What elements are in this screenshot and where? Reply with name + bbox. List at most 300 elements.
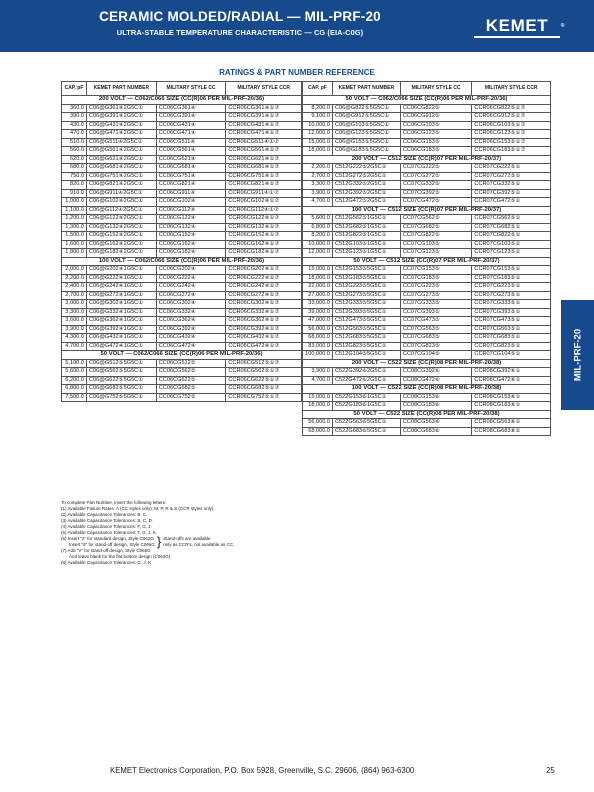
section-title: 200 VOLT — C512 SIZE (CC(R)07 PER MIL-PRF-20/37) [303,155,551,164]
cap-value-cell: 4,700.0 [62,342,87,351]
cap-value-cell: 620.0 [62,155,87,164]
left-table-body [62,96,302,402]
cc-style-cell: CC06CG681④ [156,164,226,173]
cc-style-cell: CC07CG272⑤ [400,172,472,181]
note-5: (5) Available Capacitance Tolerances: F, G, J, K. [61,530,158,535]
table-row [62,130,302,139]
cc-style-cell: CC06CG432④ [156,334,226,343]
table-row [303,427,551,436]
kemet-part-number-cell: C06@G222④1G5C① [86,274,156,283]
kemet-part-number-cell: C512G104⑤5G5C① [332,351,400,360]
section-header-row [303,257,551,266]
ccr-style-cell: CCR06CG562⑤①⑦ [226,368,302,377]
table-row [62,274,302,283]
kemet-part-number-cell: C522G683⑥5G5C① [332,427,400,436]
ccr-style-cell: CCR07CG562⑤① [472,215,551,224]
section-header-row [303,155,551,164]
ccr-style-cell: CCR07CG123⑤① [472,249,551,258]
table-row [303,334,551,343]
kemet-part-number-cell: C522G153⑥1G5C① [332,393,400,402]
cc-style-cell: CC07CG823⑤ [400,342,472,351]
cc-style-cell: CC07CG333⑤ [400,300,472,309]
ccr-style-cell: CCR06CG511④①⑦ [226,138,302,147]
kemet-part-number-cell: C06@G751④2G5C① [86,172,156,181]
cap-value-cell: 1,300.0 [62,223,87,232]
table-header-row [62,82,302,96]
kemet-part-number-cell: C06@G122④2G5C① [86,215,156,224]
footer-address: KEMET Electronics Corporation, P.O. Box 5928, Greenville, S.C. 29606, (864) 963-6300 [110,766,415,775]
table-row [62,385,302,394]
table-row [62,317,302,326]
table-row [62,359,302,368]
ccr-style-cell: CCR07CG822⑤① [472,232,551,241]
kemet-part-number-cell: C06@G123⑤5G5C① [332,130,400,139]
ccr-style-cell: CCR06CG362④①⑦ [226,317,302,326]
cc-style-cell: CC06CG512⑤ [156,359,226,368]
kemet-part-number-cell: C512G472⑤2G5C① [332,198,400,207]
cc-style-cell: CC06CG391④ [156,113,226,122]
ccr-style-cell: CCR06CG681④①⑦ [226,164,302,173]
cc-style-cell: CC07CG123⑤ [400,249,472,258]
kemet-part-number-cell: C06@G112④2G5C① [86,206,156,215]
ccr-style-cell: CCR06CG222④①⑦ [226,274,302,283]
cc-style-cell: CC06CG183⑤ [400,147,472,156]
kemet-part-number-cell: C06@G512⑤5G5C① [86,359,156,368]
note-4: (4) Available Capacitance Tolerances: F, G, J. [61,524,152,529]
ccr-style-cell: CCR06CG361④①⑦ [226,104,302,113]
ccr-style-cell: CCR06CG622⑤①⑦ [226,376,302,385]
cc-style-cell: CC06CG123⑤ [400,130,472,139]
section-header-row [62,351,302,360]
table-row [303,130,551,139]
kemet-part-number-cell: C06@G622⑤5G5C① [86,376,156,385]
cc-style-cell: CC08CG153⑥ [400,393,472,402]
cap-value-cell: 47,000.0 [303,317,333,326]
cap-value-cell: 470.0 [62,130,87,139]
cap-value-cell: 12,000.0 [303,249,333,258]
kemet-part-number-cell: C512G393⑤5G5C① [332,308,400,317]
ccr-style-cell: CCR07CG683⑤① [472,334,551,343]
section-header-row [62,96,302,105]
cc-style-cell: CC08CG392⑥ [400,368,472,377]
ccr-style-cell: CCR07CG183⑤① [472,274,551,283]
table-row [303,402,551,411]
registered-mark: ® [560,23,565,29]
cap-value-cell: 18,000.0 [303,274,333,283]
table-row [62,291,302,300]
table-row [62,121,302,130]
note-6-brace: } [156,534,162,549]
ccr-style-cell: CCR07CG332⑤① [472,181,551,190]
cap-value-cell: 3,900.0 [303,189,333,198]
kemet-part-number-cell: C06@G183⑤5G5C① [332,147,400,156]
table-row [303,291,551,300]
document-subtitle: ULTRA-STABLE TEMPERATURE CHARACTERISTIC — CG (EIA-C0G) [116,28,364,37]
note-7b: And leave blank for the flat bottom design (C062G) [69,554,171,559]
cc-style-cell: CC07CG104⑤ [400,351,472,360]
ccr-style-cell: CCR06CG272④①⑦ [226,291,302,300]
table-row [303,317,551,326]
table-row [62,155,302,164]
cap-value-cell: 1,100.0 [62,206,87,215]
cc-style-cell: CC07CG332⑤ [400,181,472,190]
cc-style-cell: CC07CG822⑤ [400,232,472,241]
cap-value-cell: 5,100.0 [62,359,87,368]
ccr-style-cell: CCR06CG332④①⑦ [226,308,302,317]
cap-value-cell: 2,000.0 [62,266,87,275]
cap-value-cell: 1,800.0 [62,249,87,258]
ccr-style-cell: CCR06CG182④①⑦ [226,249,302,258]
cc-style-cell: CC06CG471④ [156,130,226,139]
logo-text: KEMET [485,16,549,35]
ccr-style-cell: CCR07CG472⑤① [472,198,551,207]
section-header-row [303,359,551,368]
kemet-part-number-cell: C06@G561④2G5C① [86,147,156,156]
table-row [62,325,302,334]
kemet-part-number-cell: C06@G102④2G5C① [86,198,156,207]
kemet-part-number-cell: C512G273⑤5G5C① [332,291,400,300]
cc-style-cell: CC06CG302④ [156,300,226,309]
ccr-style-cell: CCR08CG392⑥① [472,368,551,377]
note-7a: (7) Add "V" for stand-off design, Style C066G [61,548,151,553]
table-row [303,376,551,385]
ccr-style-cell: CCR06CG102④①⑦ [226,198,302,207]
kemet-part-number-cell: C06@G272④1G5C① [86,291,156,300]
cap-value-cell: 68,000.0 [303,427,333,436]
table-row [303,266,551,275]
table-row [303,164,551,173]
col-header-military-style-ccr: MILITARY STYLE CCR [226,82,302,96]
right-ratings-table [302,81,551,436]
ccr-style-cell: CCR07CG393⑤① [472,308,551,317]
cc-style-cell: CC08CG563⑥ [400,419,472,428]
cc-style-cell: CC06CG152④ [156,232,226,241]
table-row [303,223,551,232]
note-2: (2) Available Capacitance Tolerances: B, C. [61,512,148,517]
cc-style-cell: CC06CG153⑤ [400,138,472,147]
ccr-style-cell: CCR06CG621④①⑦ [226,155,302,164]
cap-value-cell: 68,000.0 [303,334,333,343]
cap-value-cell: 10,000.0 [303,240,333,249]
table-row [303,342,551,351]
table-header-row [303,82,551,96]
kemet-part-number-cell: C06@G182④2G5C① [86,249,156,258]
kemet-part-number-cell: C06@G103⑤5G5C① [332,121,400,130]
cc-style-cell: CC07CG472⑤ [400,198,472,207]
col-header-cap: CAP. pF [62,82,87,96]
col-header-kemet-part-number: KEMET PART NUMBER [86,82,156,96]
cc-style-cell: CC06CG392④ [156,325,226,334]
ccr-style-cell: CCR07CG153⑤① [472,266,551,275]
cap-value-cell: 8,200.0 [303,232,333,241]
table-row [303,138,551,147]
note-6c-line2: only as CCR's, not available as CC. [163,542,235,547]
cap-value-cell: 5,600.0 [62,368,87,377]
cc-style-cell: CC06CG242④ [156,283,226,292]
table-row [62,376,302,385]
ccr-style-cell: CCR06CG162④①⑦ [226,240,302,249]
table-row [303,308,551,317]
table-row [62,283,302,292]
section-header-row [303,385,551,394]
table-row [62,240,302,249]
kemet-part-number-cell: C06@G511④2G5C① [86,138,156,147]
section-title: 200 VOLT — C062/C066 SIZE (CC(R)06 PER MIL-PRF-20/36) [62,96,302,105]
table-row [303,147,551,156]
cc-style-cell: CC08CG472⑥ [400,376,472,385]
table-row [303,393,551,402]
cap-value-cell: 4,700.0 [303,376,333,385]
ccr-style-cell: CCR06CG122④①⑦ [226,215,302,224]
ccr-style-cell: CCR06CG471④①⑦ [226,130,302,139]
table-row [62,189,302,198]
table-row [303,325,551,334]
cc-style-cell: CC07CG183⑤ [400,274,472,283]
table-row [303,121,551,130]
cap-value-cell: 680.0 [62,164,87,173]
cap-value-cell: 2,400.0 [62,283,87,292]
cap-value-cell: 6,200.0 [62,376,87,385]
kemet-part-number-cell: C512G332⑤2G5C① [332,181,400,190]
table-row [62,198,302,207]
cap-value-cell: 3,600.0 [62,317,87,326]
kemet-part-number-cell: C06@G911④2G5C① [86,189,156,198]
ccr-style-cell: CCR07CG823⑤① [472,342,551,351]
kemet-part-number-cell: C512G272⑤2G5C① [332,172,400,181]
ccr-style-cell: CCR07CG223⑤① [472,283,551,292]
kemet-part-number-cell: C06@G621④2G5C① [86,155,156,164]
cc-style-cell: CC06CG751④ [156,172,226,181]
ccr-style-cell: CCR06CG302④①⑦ [226,300,302,309]
cap-value-cell: 15,000.0 [303,266,333,275]
cc-style-cell: CC06CG202④ [156,266,226,275]
kemet-part-number-cell: C06@G392④1G5C① [86,325,156,334]
ccr-style-cell: CCR06CG752⑤①⑦ [226,393,302,402]
table-row [62,334,302,343]
table-row [62,223,302,232]
cap-value-cell: 3,300.0 [62,308,87,317]
cap-value-cell: 15,000.0 [303,138,333,147]
cap-value-cell: 6,800.0 [62,385,87,394]
table-row [303,249,551,258]
col-header-cap: CAP. pF [303,82,333,96]
table-row [62,215,302,224]
cap-value-cell: 2,200.0 [62,274,87,283]
cc-style-cell: CC06CG822⑤ [400,104,472,113]
table-row [303,274,551,283]
cap-value-cell: 39,000.0 [303,308,333,317]
cc-style-cell: CC06CG621④ [156,155,226,164]
kemet-part-number-cell: C06@G471④2G5C① [86,130,156,139]
ccr-style-cell: CCR06CG112④①⑦ [226,206,302,215]
cap-value-cell: 910.0 [62,189,87,198]
page-number: 25 [546,766,555,775]
cap-value-cell: 1,000.0 [62,198,87,207]
kemet-part-number-cell: C512G822⑤1G5C① [332,232,400,241]
table-row [62,308,302,317]
ccr-style-cell: CCR06CG103⑤①⑦ [472,121,551,130]
table-row [303,300,551,309]
kemet-part-number-cell: C512G222⑤2G5C① [332,164,400,173]
kemet-part-number-cell: C06@G162④2G5C① [86,240,156,249]
cc-style-cell: CC06CG222④ [156,274,226,283]
cc-style-cell: CC07CG392⑤ [400,189,472,198]
ccr-style-cell: CCR06CG911④①⑦ [226,189,302,198]
table-row [303,351,551,360]
note-6b: Insert "6" for stand-off design, Style C066G [69,542,155,547]
ccr-style-cell: CCR08CG183⑥① [472,402,551,411]
kemet-part-number-cell: C06@G752⑤5G5C① [86,393,156,402]
section-title: 50 VOLT — C522 SIZE (CC(R)08 PER MIL-PRF-20/38) [303,410,551,419]
ccr-style-cell: CCR08CG563⑥① [472,419,551,428]
section-title: 50 VOLT — C062/C066 SIZE (CC(R)06 PER MIL-PRF-20/36) [303,96,551,105]
note-6a: (6) Insert "2" for standard design, Style C062G [61,536,154,541]
cap-value-cell: 56,000.0 [303,419,333,428]
table-row [62,164,302,173]
cap-value-cell: 4,700.0 [303,198,333,207]
kemet-part-number-cell: C06@G242④1G5C① [86,283,156,292]
cap-value-cell: 7,500.0 [62,393,87,402]
kemet-part-number-cell: C522G563⑥5G5C① [332,419,400,428]
section-title: 100 VOLT — C062/C066 SIZE (CC(R)06 PER MIL-PRF-20/36) [62,257,302,266]
cc-style-cell: CC06CG362④ [156,317,226,326]
cc-style-cell: CC07CG682⑤ [400,223,472,232]
cc-style-cell: CC06CG112④ [156,206,226,215]
cap-value-cell: 100,000.0 [303,351,333,360]
ccr-style-cell: CCR06CG123⑤①⑦ [472,130,551,139]
ccr-style-cell: CCR06CG912⑤①⑦ [472,113,551,122]
side-tab-label: MIL-PRF-20 [572,328,583,382]
kemet-part-number-cell: C522G472⑥2G5C① [332,376,400,385]
cap-value-cell: 10,000.0 [303,121,333,130]
cap-value-cell: 6,800.0 [303,223,333,232]
cc-style-cell: CC06CG102④ [156,198,226,207]
table-row [62,206,302,215]
ccr-style-cell: CCR06CG242④①⑦ [226,283,302,292]
note-6-group [61,536,301,548]
cc-style-cell: CC07CG563⑤ [400,325,472,334]
cc-style-cell: CC06CG162④ [156,240,226,249]
cap-value-cell: 1,200.0 [62,215,87,224]
cc-style-cell: CC07CG223⑤ [400,283,472,292]
section-title: 100 VOLT — C512 SIZE (CC(R)07 PER MIL-PRF-20/37) [303,206,551,215]
section-side-tab [561,300,594,410]
ccr-style-cell: CCR06CG821④①⑦ [226,181,302,190]
cap-value-cell: 83,000.0 [303,342,333,351]
kemet-part-number-cell: C512G333⑤5G5C① [332,300,400,309]
cap-value-cell: 3,900.0 [303,368,333,377]
cc-style-cell: CC08CG683⑥ [400,427,472,436]
table-row [62,342,302,351]
ccr-style-cell: CCR07CG333⑤① [472,300,551,309]
kemet-part-number-cell: C512G392⑤2G5C① [332,189,400,198]
table-row [62,368,302,377]
kemet-part-number-cell: C512G103⑤1G5C① [332,240,400,249]
cc-style-cell: CC06CG182④ [156,249,226,258]
ccr-style-cell: CCR06CG431④①⑦ [226,121,302,130]
kemet-part-number-cell: C06@G153⑤5G5C① [332,138,400,147]
ccr-style-cell: CCR06CG682⑤①⑦ [226,385,302,394]
ccr-style-cell: CCR07CG563⑤① [472,325,551,334]
section-title: 200 VOLT — C522 SIZE (CC(R)08 PER MIL-PRF-20/38) [303,359,551,368]
kemet-part-number-cell: C512G562⑤1G5C① [332,215,400,224]
cap-value-cell: 360.0 [62,104,87,113]
cc-style-cell: CC06CG562⑤ [156,368,226,377]
table-row [62,266,302,275]
cc-style-cell: CC06CG911④ [156,189,226,198]
ccr-style-cell: CCR06CG152④①⑦ [226,232,302,241]
kemet-part-number-cell: C522G392⑥2G5C① [332,368,400,377]
cap-value-cell: 510.0 [62,138,87,147]
cap-value-cell: 390.0 [62,113,87,122]
col-header-military-style-cc: MILITARY STYLE CC [400,82,472,96]
cc-style-cell: CC06CG622⑤ [156,376,226,385]
cc-style-cell: CC06CG561④ [156,147,226,156]
cap-value-cell: 2,200.0 [303,164,333,173]
page-title: RATINGS & PART NUMBER REFERENCE [219,68,375,77]
ccr-style-cell: CCR06CG472④①⑦ [226,342,302,351]
cap-value-cell: 430.0 [62,121,87,130]
cc-style-cell: CC07CG562⑤ [400,215,472,224]
table-row [62,393,302,402]
cap-value-cell: 560.0 [62,147,87,156]
note-8: (8) Available Capacitance Tolerances: G, J, K [61,560,152,565]
table-row [303,215,551,224]
table-row [303,181,551,190]
cap-value-cell: 56,000.0 [303,325,333,334]
section-header-row [303,410,551,419]
kemet-part-number-cell: C512G123⑤1G5C① [332,249,400,258]
kemet-part-number-cell: C06@G391④2G5C① [86,113,156,122]
ccr-style-cell: CCR06CG512⑤①⑦ [226,359,302,368]
kemet-part-number-cell: C06@G682⑤5G5C① [86,385,156,394]
table-row [62,181,302,190]
kemet-part-number-cell: C06@G912⑤5G5C① [332,113,400,122]
cap-value-cell: 1,500.0 [62,232,87,241]
ccr-style-cell: CCR07CG222⑤① [472,164,551,173]
col-header-military-style-cc: MILITARY STYLE CC [156,82,226,96]
kemet-part-number-cell: C512G823⑤5G5C① [332,342,400,351]
cc-style-cell: CC06CG752⑤ [156,393,226,402]
ccr-style-cell: CCR07CG103⑤① [472,240,551,249]
kemet-part-number-cell: C06@G132④2G5C① [86,223,156,232]
cc-style-cell: CC06CG821④ [156,181,226,190]
cap-value-cell: 4,300.0 [62,334,87,343]
cc-style-cell: CC06CG682⑤ [156,385,226,394]
cc-style-cell: CC06CG132④ [156,223,226,232]
kemet-part-number-cell: C512G682⑤1G5C① [332,223,400,232]
left-ratings-table [61,81,302,402]
kemet-part-number-cell: C512G153⑤5G5C① [332,266,400,275]
ccr-style-cell: CCR07CG682⑤① [472,223,551,232]
kemet-part-number-cell: C512G223⑤5G5C① [332,283,400,292]
kemet-part-number-cell: C512G183⑤5G5C① [332,274,400,283]
kemet-part-number-cell: C512G473⑤5G5C① [332,317,400,326]
note-1: (1) Available Failure Rates: A (CC styles only); M, P, R & S (CCR styles only). [61,506,215,511]
kemet-part-number-cell: C06@G562⑤5G5C① [86,368,156,377]
ccr-style-cell: CCR06CG392④①⑦ [226,325,302,334]
table-row [62,232,302,241]
kemet-logo [474,16,565,38]
ccr-style-cell: CCR06CG822⑤①⑦ [472,104,551,113]
cc-style-cell: CC07CG222⑤ [400,164,472,173]
kemet-part-number-cell: C06@G822⑤5G5C① [332,104,400,113]
ccr-style-cell: CCR06CG202④①⑦ [226,266,302,275]
cap-value-cell: 27,000.0 [303,291,333,300]
cc-style-cell: CC06CG431④ [156,121,226,130]
ccr-style-cell: CCR08CG153⑥① [472,393,551,402]
document-title: CERAMIC MOLDED/RADIAL — MIL-PRF-20 [99,9,381,24]
